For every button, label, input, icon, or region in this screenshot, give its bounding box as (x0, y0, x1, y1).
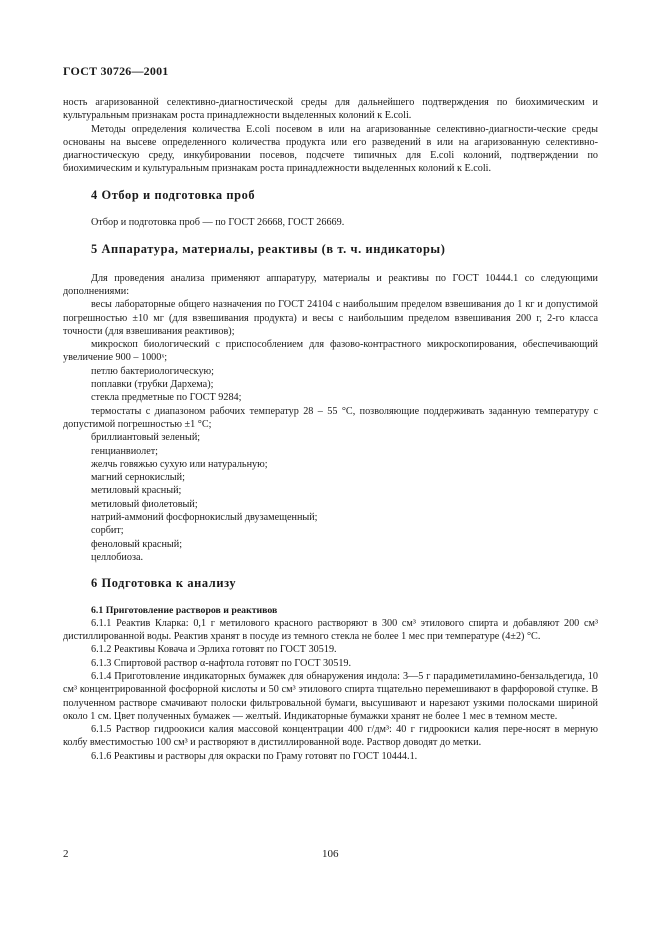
clause-paragraph: 6.1.4 Приготовление индикаторных бумажек для обнаружения индола: 3—5 г парадиметиламино-бензальдегида, 10 см³ концентрированной фосфорной кислоты и 50 см³ этилового спирта тщательно перемешивают в фарфоровой ступке. В полученном растворе смачивают полоски фильтровальной бумаги, высушивают и нарезают узкими полосками шириной около 1 см. Цвет полученных бумажек — желтый. Индикаторные бумажки хранят не более 1 мес в темном месте. (63, 670, 598, 722)
section-4-heading: 4 Отбор и подготовка проб (91, 187, 256, 202)
document-header-code: ГОСТ 30726—2001 (63, 64, 169, 78)
list-item: натрий-аммоний фосфорнокислый двузамещенный; (91, 512, 318, 524)
list-item: генцианвиолет; (91, 445, 159, 457)
list-item: бриллиантовый зеленый; (91, 432, 201, 444)
intro-paragraph-2: Методы определения количества E.coli посевом в или на агаризованные селективно-диагности-ческие среды основаны на высеве определенного количества продукта или его разведений в или на агаризованную селективно-диагностическую среду, инкубировании посевов, подсчете типичных для E.coli колоний, подтверждении по биохимическим и культуральным признакам роста принадлежности выделенных колоний к E.coli. (63, 123, 598, 175)
list-item: метиловый фиолетовый; (91, 498, 198, 510)
list-item: стекла предметные по ГОСТ 9284; (91, 392, 242, 404)
section-5-heading: 5 Аппаратура, материалы, реактивы (в т. ч. индикаторы) (91, 242, 446, 257)
page-number-global: 106 (322, 848, 339, 860)
list-item: сорбит; (91, 525, 124, 537)
section-4-paragraph: Отбор и подготовка проб — по ГОСТ 26668, ГОСТ 26669. (91, 217, 345, 229)
clause-paragraph: 6.1.1 Реактив Кларка: 0,1 г метилового красного растворяют в 300 см³ этилового спирта и добавляют 200 см³ дистиллированной воды. Реактив хранят в посуде из темного стекла не более 1 мес при температуре (4±2) °С. (63, 617, 598, 643)
list-item: целлобиоза. (91, 551, 144, 563)
list-item: микроскоп биологический с приспособлением для фазово-контрастного микроскопирования, обеспечивающий увеличение 900 – 1000ˣ; (63, 339, 598, 364)
clause-paragraph: 6.1.6 Реактивы и растворы для окраски по Граму готовят по ГОСТ 10444.1. (91, 750, 418, 762)
clause-paragraph: 6.1.3 Спиртовой раствор α-нафтола готовят по ГОСТ 30519. (91, 657, 352, 669)
page-number-local: 2 (63, 848, 69, 860)
list-item: весы лабораторные общего назначения по ГОСТ 24104 с наибольшим пределом взвешивания до 1 кг и допустимой погрешностью ±10 мг (для взвешивания продукта) и весы с наибольшим пределом взвешивания 200 г, 2-го класса точности (для взвешивания реактивов); (63, 299, 598, 337)
clause-paragraph: 6.1.2 Реактивы Ковача и Эрлиха готовят по ГОСТ 30519. (91, 644, 337, 656)
document-body (63, 96, 598, 763)
list-item: магний сернокислый; (91, 472, 185, 484)
intro-paragraph-1: ность агаризованной селективно-диагностической среды для дальнейшего подтверждения по биохимическим и культуральным признакам роста принадлежности выделенных колоний к E.coli. (63, 97, 598, 122)
list-item: желчь говяжью сухую или натуральную; (91, 458, 268, 470)
clause-paragraph: 6.1.5 Раствор гидроокиси калия массовой концентрации 400 г/дм³: 40 г гидроокиси калия пере-носят в мерную колбу вместимостью 100 см³ и растворяют в дистиллированной воде. Раствор доводят до метки. (63, 724, 598, 749)
list-item: термостаты с диапазоном рабочих температур 28 – 55 °С, позволяющие поддерживать заданную температуру с допустимой погрешностью ±1 °С; (63, 405, 598, 430)
section-6-heading: 6 Подготовка к анализу (91, 576, 237, 591)
subsection-6-1-heading: 6.1 Приготовление растворов и реактивов (91, 604, 278, 616)
list-item: метиловый красный; (91, 485, 182, 497)
list-item: петлю бактериологическую; (91, 365, 214, 377)
list-item: феноловый красный; (91, 538, 183, 550)
list-item: поплавки (трубки Дархема); (91, 379, 214, 391)
section-5-intro: Для проведения анализа применяют аппаратуру, материалы и реактивы по ГОСТ 10444.1 со следующими дополнениями: (63, 272, 598, 297)
